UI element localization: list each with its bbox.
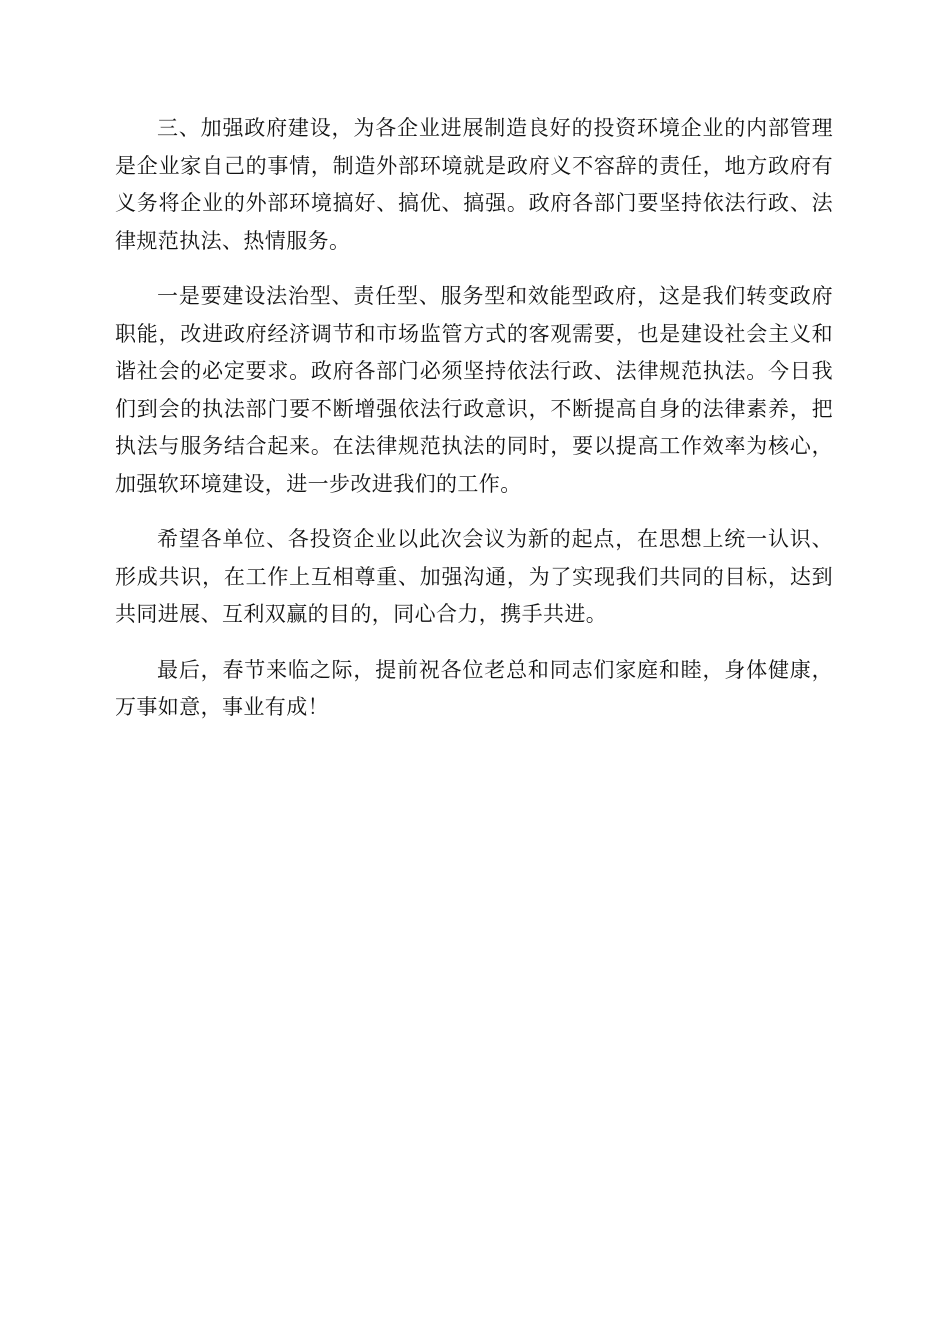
document-body <box>115 110 833 745</box>
paragraph-hope-cooperation: 希望各单位、各投资企业以此次会议为新的起点，在思想上统一认识、形成共识，在工作上互相尊重、加强沟通，为了实现我们共同的目标，达到共同进展、互利双赢的目的，同心合力，携手共进。 <box>115 527 833 626</box>
paragraph-government-building: 三、加强政府建设，为各企业进展制造良好的投资环境企业的内部管理是企业家自己的事情，制造外部环境就是政府义不容辞的责任，地方政府有义务将企业的外部环境搞好、搞优、搞强。政府各部门要坚持依法行政、法律规范执法、热情服务。 <box>115 116 833 253</box>
paragraph-spring-festival-wishes: 最后，春节来临之际，提前祝各位老总和同志们家庭和睦，身体健康，万事如意，事业有成！ <box>115 657 833 719</box>
paragraph-rule-of-law-government: 一是要建设法治型、责任型、服务型和效能型政府，这是我们转变政府职能，改进政府经济调节和市场监管方式的客观需要，也是建设社会主义和谐社会的必定要求。政府各部门必须坚持依法行政、法律规范执法。今日我们到会的执法部门要不断增强依法行政意识，不断提高自身的法律素养，把执法与服务结合起来。在法律规范执法的同时，要以提高工作效率为核心，加强软环境建设，进一步改进我们的工作。 <box>115 284 833 496</box>
